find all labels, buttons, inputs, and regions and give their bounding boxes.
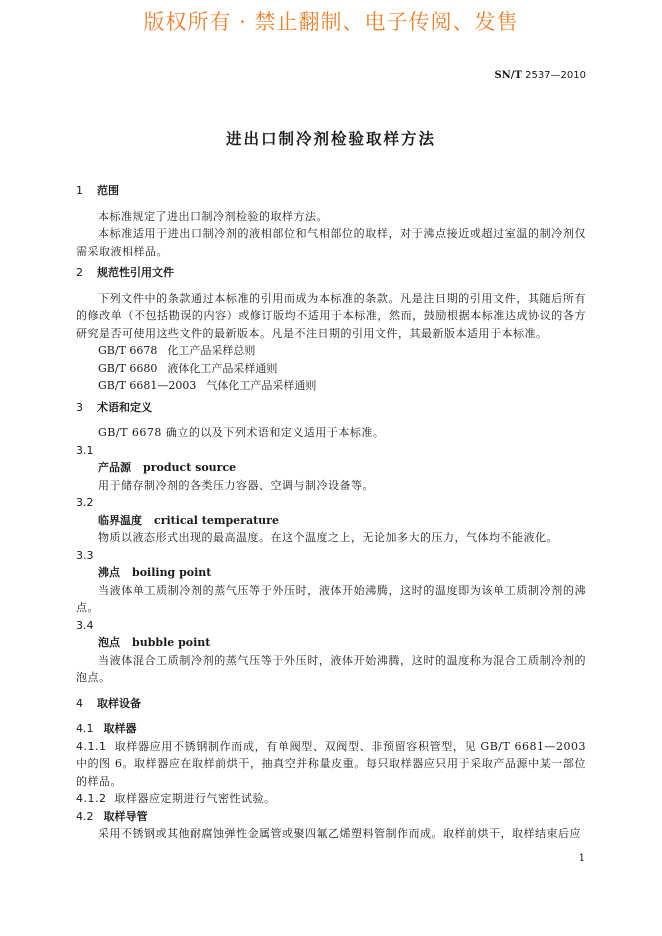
term-number: 3.1	[76, 443, 94, 457]
section-title: 规范性引用文件	[97, 266, 174, 279]
term-english: critical temperature	[154, 513, 279, 527]
term-entry	[76, 634, 586, 652]
subsection-4-2-heading	[76, 808, 586, 826]
term-number: 3.4	[76, 618, 94, 632]
standard-code: 2537—2010	[525, 70, 586, 81]
standard-prefix: SN/T	[494, 70, 522, 81]
term-definition: 当液体混合工质制冷剂的蒸气压等于外压时，液体开始沸腾，这时的温度称为混合工质制冷剂的泡点。	[76, 653, 586, 684]
clause-text: 取样器应定期进行气密性试验。	[114, 792, 276, 805]
subsection-4-1-heading	[76, 720, 586, 738]
paragraph: 本标准规定了进出口制冷剂检验的取样方法。	[98, 209, 328, 223]
subsection-title: 取样导管	[103, 809, 148, 823]
reference-item	[76, 342, 586, 360]
section-number: 4	[76, 696, 83, 710]
term-english: boiling point	[132, 566, 212, 579]
document-body	[76, 182, 586, 843]
term-chinese: 沸点	[98, 566, 120, 579]
clause-4-1-2	[76, 790, 586, 808]
section-1-heading	[76, 182, 586, 200]
section-title: 范围	[97, 184, 119, 197]
term-chinese: 产品源	[98, 461, 131, 474]
term-entry	[76, 459, 586, 477]
document-title: 进出口制冷剂检验取样方法	[225, 130, 436, 148]
paragraph: 下列文件中的条款通过本标准的引用而成为本标准的条款。凡是注日期的引用文件，其随后所有的修改单（不包括勘误的内容）或修订版均不适用于本标准，然而，鼓励根据本标准达成协议的各方研究是否可使用这些文件的最新版本。凡是不注日期的引用文件，其最新版本适用于本标准。	[76, 291, 586, 340]
term-english: product source	[143, 461, 237, 474]
term-number: 3.3	[76, 548, 94, 562]
copyright-banner: 版权所有 · 禁止翻制、电子传阅、发售	[143, 10, 519, 34]
section-3-heading	[76, 399, 586, 417]
subsection-title: 取样器	[103, 722, 137, 735]
term-definition: 当液体单工质制冷剂的蒸气压等于外压时，液体开始沸腾，这时的温度即为该单工质制冷剂的沸点。	[76, 583, 586, 614]
reference-code: GB/T 6681—2003	[98, 379, 197, 392]
subsection-number: 4.1	[76, 722, 94, 735]
term-english: bubble point	[132, 636, 211, 649]
term-entry	[76, 512, 586, 530]
section-title: 取样设备	[97, 696, 141, 710]
reference-code: GB/T 6680	[98, 361, 158, 375]
clause-text: 取样器应用不锈钢制作而成，有单阀型、双阀型、非预留容积管型，见 GB/T 6681—2003 中的图 6。取样器应在取样前烘干，抽真空并称量皮重。每只取样器应只用于采取产品源中某一部位的样品。	[76, 739, 586, 788]
term-chinese: 泡点	[98, 636, 120, 649]
subsection-number: 4.2	[76, 809, 94, 823]
paragraph: 本标准适用于进出口制冷剂的液相部位和气相部位的取样，对于沸点接近或超过室温的制冷剂仅需采取液相样品。	[76, 227, 586, 258]
clause-number: 4.1.2	[76, 792, 107, 805]
paragraph: 采用不锈钢或其他耐腐蚀弹性金属管或聚四氟乙烯塑料管制作而成。取样前烘干，取样结束后应	[98, 827, 581, 840]
paragraph: GB/T 6678 确立的以及下列术语和定义适用于本标准。	[98, 426, 385, 439]
clause-number: 4.1.1	[76, 739, 107, 753]
section-number: 1	[76, 184, 83, 197]
term-entry	[76, 564, 586, 582]
term-definition: 用于储存制冷剂的各类压力容器、空调与制冷设备等。	[98, 478, 374, 492]
reference-item	[76, 377, 586, 395]
section-2-heading	[76, 264, 586, 282]
section-title: 术语和定义	[97, 400, 152, 414]
reference-title: 气体化工产品采样通则	[206, 379, 317, 392]
reference-code: GB/T 6678	[98, 344, 158, 357]
term-chinese: 临界温度	[98, 513, 142, 527]
section-number: 3	[76, 400, 83, 414]
term-definition: 物质以液态形式出现的最高温度。在这个温度之上，无论加多大的压力，气体均不能液化。	[98, 531, 558, 544]
reference-item	[76, 360, 586, 378]
section-4-heading	[76, 695, 586, 713]
clause-4-1-1	[76, 738, 586, 791]
reference-title: 液体化工产品采样通则	[167, 361, 278, 375]
page-number: 1	[578, 853, 585, 864]
reference-title: 化工产品采样总则	[167, 344, 256, 357]
section-number: 2	[76, 266, 83, 279]
standard-number	[494, 70, 586, 81]
term-number: 3.2	[76, 496, 94, 509]
